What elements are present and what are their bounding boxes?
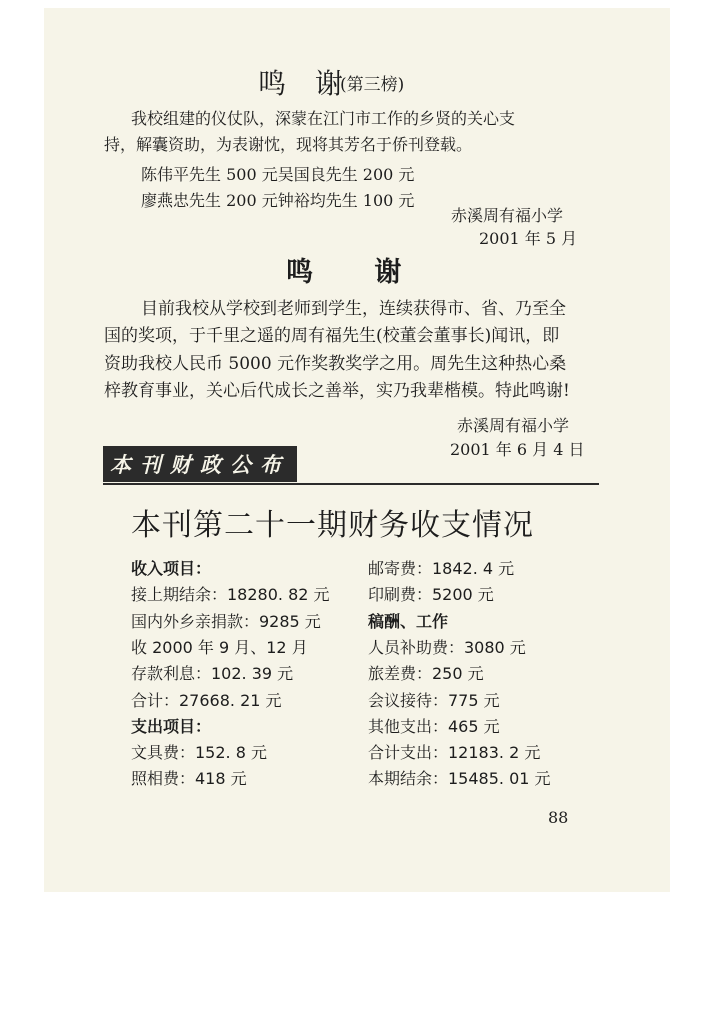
donor-line: 廖燕忠先生 200 元钟裕均先生 100 元: [141, 191, 415, 210]
finance-section-heading: 稿酬、工作: [368, 611, 449, 631]
section2-body-line: 国的奖项，于千里之遥的周有福先生(校董会董事长)闻讯，即: [104, 326, 560, 346]
page-number: 88: [548, 808, 569, 827]
finance-line-item: 印刷费：5200 元: [368, 585, 494, 605]
donor-line: 陈伟平先生 500 元吴国良先生 200 元: [141, 165, 415, 184]
finance-line-item: 收 2000 年 9 月、12 月: [131, 637, 308, 657]
finance-title: 本刊第二十一期财务收支情况: [131, 508, 534, 543]
banner-rule: [103, 483, 599, 485]
finance-section-heading: 收入项目：: [131, 559, 212, 578]
section1-signature-org: 赤溪周有福小学: [451, 206, 564, 225]
section2-signature-org: 赤溪周有福小学: [457, 416, 570, 435]
finance-line-item: 邮寄费：1842. 4 元: [368, 559, 515, 578]
finance-line-item: 旅差费：250 元: [368, 664, 484, 684]
finance-line-item: 文具费：152. 8 元: [131, 743, 267, 763]
section2-body-line: 梓教育事业，关心后代成长之善举，实乃我辈楷模。特此鸣谢!: [104, 381, 570, 401]
finance-section-heading: 支出项目：: [131, 716, 212, 736]
section2-body-line: 目前我校从学校到老师到学生，连续获得市、省、乃至全: [141, 299, 566, 319]
section1-body-line: 我校组建的仪仗队，深蒙在江门市工作的乡贤的关心支: [131, 109, 516, 128]
finance-line-item: 存款利息：102. 39 元: [131, 664, 294, 684]
section1-title: 鸣 谢: [258, 67, 353, 100]
finance-line-item: 本期结余：15485. 01 元: [368, 769, 551, 789]
section2-signature-date: 2001 年 6 月 4 日: [450, 440, 585, 459]
finance-line-item: 合计支出：12183. 2 元: [368, 743, 541, 763]
section2-title: 鸣 谢: [286, 257, 428, 288]
finance-line-item: 会议接待：775 元: [368, 690, 500, 710]
finance-line-item: 人员补助费：3080 元: [368, 637, 526, 657]
section1-body-line: 持，解囊资助，为表谢忱，现将其芳名于侨刊登载。: [104, 135, 473, 154]
finance-line-item: 照相费：418 元: [131, 769, 247, 789]
finance-line-item: 其他支出：465 元: [368, 716, 500, 736]
finance-line-item: 合计：27668. 21 元: [131, 690, 282, 710]
finance-line-item: 国内外乡亲捐款：9285 元: [131, 611, 321, 631]
finance-line-item: 接上期结余：18280. 82 元: [131, 585, 330, 605]
finance-banner: 本刊财政公布: [103, 446, 297, 482]
section1-signature-date: 2001 年 5 月: [479, 229, 578, 248]
section1-subtitle: (第三榜): [340, 75, 405, 95]
section2-body-line: 资助我校人民币 5000 元作奖教奖学之用。周先生这种热心桑: [104, 354, 567, 374]
